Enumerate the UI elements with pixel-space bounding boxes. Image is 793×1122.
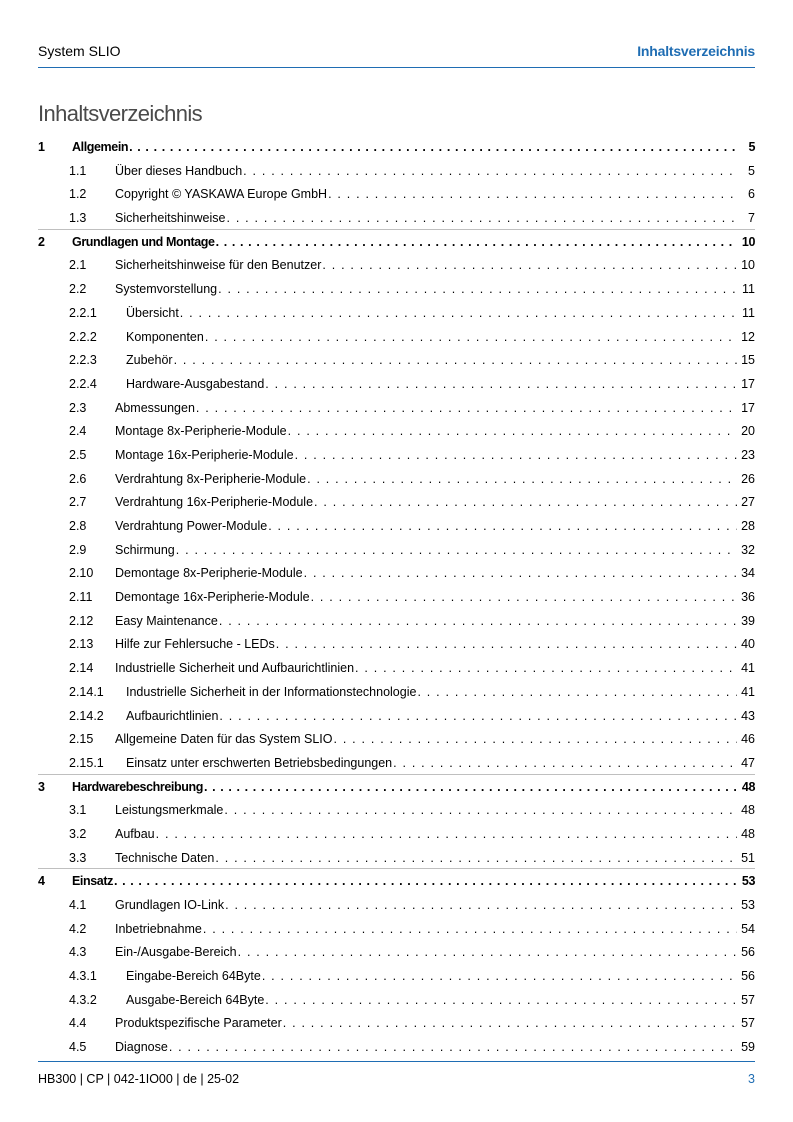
toc-entry-number: 4.3.2 xyxy=(69,992,97,1007)
footer-divider xyxy=(38,1061,755,1062)
toc-dot-leader xyxy=(265,377,737,391)
toc-entry-3-1[interactable] xyxy=(38,797,755,821)
toc-entry-2-2-4[interactable] xyxy=(38,371,755,395)
toc-entry-page: 53 xyxy=(741,874,755,889)
toc-entry-line xyxy=(115,1040,755,1054)
toc-entry-number: 1.3 xyxy=(69,211,87,226)
toc-dot-leader xyxy=(288,424,737,438)
toc-entry-2-6[interactable] xyxy=(38,466,755,490)
toc-dot-leader xyxy=(114,874,737,888)
toc-entry-line xyxy=(126,377,755,391)
toc-entry-line xyxy=(115,164,755,178)
toc-entry-number: 4.5 xyxy=(69,1040,87,1055)
toc-entry-1-2[interactable] xyxy=(38,181,755,205)
toc-entry-page: 48 xyxy=(741,826,755,841)
toc-entry-number: 2.8 xyxy=(69,519,87,533)
toc-entry-number: 2 xyxy=(38,234,45,249)
toc-entry-page: 12 xyxy=(741,329,755,344)
toc-dot-leader xyxy=(276,637,737,651)
toc-entry-page: 57 xyxy=(741,992,755,1007)
toc-entry-page: 56 xyxy=(741,945,755,960)
toc-entry-page: 11 xyxy=(742,282,755,297)
toc-entry-page: 43 xyxy=(741,708,755,723)
toc-dot-leader xyxy=(311,590,737,604)
toc-entry-line xyxy=(126,353,755,367)
toc-entry-title: Verdrahtung 8x-Peripherie-Module xyxy=(115,471,307,486)
toc-entry-2-1[interactable] xyxy=(38,252,755,276)
toc-entry-line xyxy=(72,235,755,249)
toc-entry-line xyxy=(115,543,755,557)
toc-entry-line xyxy=(115,827,755,841)
toc-entry-number: 2.2.1 xyxy=(69,305,97,320)
toc-dot-leader xyxy=(268,519,737,533)
toc-entry-line xyxy=(115,282,755,296)
toc-dot-leader xyxy=(156,827,737,841)
toc-entry-title: Montage 16x-Peripherie-Module xyxy=(115,447,294,462)
toc-entry-title: Systemvorstellung xyxy=(115,282,218,297)
toc-entry-page: 10 xyxy=(741,258,755,273)
toc-entry-line xyxy=(115,590,755,604)
toc-entry-line xyxy=(115,495,755,509)
toc-dot-leader xyxy=(314,495,737,509)
toc-entry-page: 17 xyxy=(741,400,755,415)
toc-entry-page: 20 xyxy=(741,424,755,439)
header-section-name: Inhaltsverzeichnis xyxy=(637,43,755,59)
toc-entry-number: 1.1 xyxy=(69,163,87,178)
toc-entry-page: 6 xyxy=(748,187,755,202)
toc-entry-line xyxy=(115,566,755,580)
toc-entry-2-8[interactable] xyxy=(38,513,755,537)
toc-entry-title: Diagnose xyxy=(115,1040,168,1055)
toc-entry-number: 4.3.1 xyxy=(69,969,97,984)
toc-entry-line xyxy=(115,614,755,628)
toc-entry-2-15[interactable] xyxy=(38,726,755,750)
toc-entry-page: 27 xyxy=(741,495,755,510)
toc-entry-2-10[interactable] xyxy=(38,560,755,584)
toc-entry-line xyxy=(72,780,755,794)
toc-dot-leader xyxy=(174,353,737,367)
toc-entry-page: 23 xyxy=(741,447,755,462)
toc-entry-line xyxy=(115,661,755,675)
toc-dot-leader xyxy=(129,140,737,154)
toc-entry-4-3-2[interactable] xyxy=(38,987,755,1011)
toc-entry-line xyxy=(126,306,755,320)
toc-entry-page: 56 xyxy=(741,969,755,984)
toc-entry-title: Ein-/Ausgabe-Bereich xyxy=(115,945,237,960)
toc-entry-2-2-1[interactable] xyxy=(38,300,755,324)
toc-entry-line xyxy=(115,401,755,415)
toc-entry-4-1[interactable] xyxy=(38,892,755,916)
toc-entry-page: 5 xyxy=(748,140,755,154)
toc-entry-number: 2.15 xyxy=(69,732,94,747)
toc-entry-2-7[interactable] xyxy=(38,489,755,513)
toc-dot-leader xyxy=(180,306,737,320)
toc-entry-line xyxy=(115,732,755,746)
toc-entry-number: 2.2.4 xyxy=(69,376,97,391)
toc-entry-line xyxy=(115,448,755,462)
toc-entry-title: Industrielle Sicherheit in der Informationstechnologie xyxy=(126,684,417,699)
toc-entry-line xyxy=(115,258,755,272)
toc-entry-number: 4.1 xyxy=(69,898,87,912)
toc-entry-line xyxy=(126,709,755,723)
toc-dot-leader xyxy=(393,756,737,770)
toc-entry-title: Produktspezifische Parameter xyxy=(115,1016,282,1031)
toc-entry-title: Einsatz unter erschwerten Betriebsbedingungen xyxy=(126,755,393,770)
toc-dot-leader xyxy=(265,993,737,1007)
toc-dot-leader xyxy=(307,472,737,486)
toc-dot-leader xyxy=(176,543,737,557)
toc-entry-2-14[interactable] xyxy=(38,655,755,679)
toc-entry-line xyxy=(115,187,755,201)
toc-entry-number: 2.13 xyxy=(69,637,94,652)
toc-entry-page: 5 xyxy=(748,163,755,178)
toc-entry-1-1[interactable] xyxy=(38,158,755,182)
toc-entry-page: 47 xyxy=(741,755,755,770)
header-divider xyxy=(38,67,755,68)
toc-entry-page: 28 xyxy=(741,519,755,533)
toc-entry-line xyxy=(115,1016,755,1030)
toc-entry-line xyxy=(126,993,755,1007)
toc-dot-leader xyxy=(216,235,737,249)
toc-entry-page: 11 xyxy=(742,305,755,320)
toc-entry-title: Hardwarebeschreibung xyxy=(72,779,203,794)
toc-entry-number: 2.2 xyxy=(69,282,87,297)
toc-entry-line xyxy=(115,519,755,533)
toc-entry-2-3[interactable] xyxy=(38,395,755,419)
toc-entry-number: 4 xyxy=(38,874,45,889)
toc-entry-number: 4.3 xyxy=(69,945,87,960)
toc-dot-leader xyxy=(219,614,737,628)
toc-entry-number: 2.9 xyxy=(69,542,87,557)
toc-dot-leader xyxy=(169,1040,737,1054)
toc-entry-page: 59 xyxy=(741,1040,755,1055)
toc-entry-title: Allgemein xyxy=(72,140,129,154)
toc-dot-leader xyxy=(304,566,737,580)
toc-dot-leader xyxy=(204,780,737,794)
toc-entry-page: 51 xyxy=(741,850,755,865)
toc-entry-2[interactable] xyxy=(38,229,755,253)
toc-entry-number: 4.4 xyxy=(69,1016,87,1031)
toc-entry-page: 32 xyxy=(741,542,755,557)
toc-entry-number: 2.1 xyxy=(69,258,87,273)
toc-entry-2-15-1[interactable] xyxy=(38,750,755,774)
toc-entry-line xyxy=(115,424,755,438)
toc-entry-2-14-2[interactable] xyxy=(38,703,755,727)
toc-entry-page: 39 xyxy=(741,613,755,628)
toc-dot-leader xyxy=(225,898,737,912)
table-of-contents xyxy=(38,135,755,1058)
toc-entry-page: 17 xyxy=(741,376,755,391)
toc-entry-title: Technische Daten xyxy=(115,850,215,865)
toc-entry-number: 2.14.1 xyxy=(69,684,104,699)
toc-entry-number: 3.2 xyxy=(69,826,87,841)
toc-entry-title: Über dieses Handbuch xyxy=(115,163,243,178)
toc-dot-leader xyxy=(203,922,737,936)
toc-entry-title: Zubehör xyxy=(126,353,173,368)
toc-entry-number: 2.3 xyxy=(69,400,87,415)
toc-entry-4-4[interactable] xyxy=(38,1010,755,1034)
footer-document-id: HB300 | CP | 042-1IO00 | de | 25-02 xyxy=(38,1072,240,1086)
toc-entry-line xyxy=(115,211,755,225)
toc-entry-title: Inbetriebnahme xyxy=(115,921,202,936)
toc-entry-line xyxy=(115,898,755,912)
toc-dot-leader xyxy=(322,258,737,272)
toc-entry-line xyxy=(115,637,755,651)
toc-entry-title: Copyright © YASKAWA Europe GmbH xyxy=(115,187,328,202)
toc-entry-number: 3.3 xyxy=(69,850,87,865)
toc-dot-leader xyxy=(226,211,737,225)
toc-entry-title: Demontage 16x-Peripherie-Module xyxy=(115,590,310,605)
toc-entry-title: Sicherheitshinweise für den Benutzer xyxy=(115,258,322,273)
header-document-name: System SLIO xyxy=(38,43,121,59)
toc-entry-title: Grundlagen IO-Link xyxy=(115,898,225,912)
toc-entry-number: 2.12 xyxy=(69,613,94,628)
toc-dot-leader xyxy=(238,945,737,959)
toc-entry-number: 2.2.2 xyxy=(69,329,97,344)
toc-entry-title: Aufbau xyxy=(115,826,155,841)
toc-entry-2-14-1[interactable] xyxy=(38,679,755,703)
toc-entry-number: 2.4 xyxy=(69,424,87,439)
toc-entry-title: Grundlagen und Montage xyxy=(72,234,215,249)
toc-entry-title: Easy Maintenance xyxy=(115,613,218,628)
footer-page-number: 3 xyxy=(748,1072,755,1086)
toc-dot-leader xyxy=(328,187,737,201)
toc-entry-number: 2.10 xyxy=(69,566,94,581)
toc-entry-page: 34 xyxy=(741,566,755,581)
toc-entry-number: 2.15.1 xyxy=(69,755,104,770)
toc-entry-2-12[interactable] xyxy=(38,608,755,632)
toc-dot-leader xyxy=(295,448,737,462)
toc-entry-title: Abmessungen xyxy=(115,400,195,415)
toc-entry-line xyxy=(126,330,755,344)
toc-entry-page: 53 xyxy=(741,898,755,912)
toc-dot-leader xyxy=(355,661,737,675)
toc-entry-page: 46 xyxy=(741,732,755,747)
toc-dot-leader xyxy=(283,1016,737,1030)
toc-entry-title: Aufbaurichtlinien xyxy=(126,708,219,723)
toc-dot-leader xyxy=(243,164,737,178)
toc-entry-number: 2.2.3 xyxy=(69,353,97,368)
toc-entry-title: Übersicht xyxy=(126,305,179,320)
toc-dot-leader xyxy=(218,282,737,296)
toc-dot-leader xyxy=(196,401,737,415)
toc-entry-2-2[interactable] xyxy=(38,276,755,300)
toc-entry-number: 2.7 xyxy=(69,495,87,510)
toc-entry-title: Leistungsmerkmale xyxy=(115,803,224,818)
toc-entry-line xyxy=(72,140,755,154)
toc-entry-title: Demontage 8x-Peripherie-Module xyxy=(115,566,303,581)
toc-entry-page: 54 xyxy=(741,921,755,936)
toc-entry-2-2-2[interactable] xyxy=(38,324,755,348)
toc-entry-page: 7 xyxy=(748,211,755,226)
toc-entry-4-3[interactable] xyxy=(38,939,755,963)
toc-entry-2-2-3[interactable] xyxy=(38,347,755,371)
toc-entry-page: 48 xyxy=(741,803,755,818)
toc-dot-leader xyxy=(333,732,737,746)
toc-entry-line xyxy=(115,922,755,936)
toc-entry-4-5[interactable] xyxy=(38,1034,755,1058)
toc-entry-number: 3.1 xyxy=(69,803,87,818)
toc-entry-4-2[interactable] xyxy=(38,916,755,940)
toc-entry-line xyxy=(126,685,755,699)
toc-entry-2-9[interactable] xyxy=(38,537,755,561)
toc-entry-line xyxy=(115,803,755,817)
toc-entry-page: 41 xyxy=(741,661,755,676)
toc-entry-1-3[interactable] xyxy=(38,205,755,229)
toc-entry-title: Komponenten xyxy=(126,329,204,344)
toc-entry-1[interactable] xyxy=(38,135,755,158)
toc-entry-number: 4.2 xyxy=(69,921,87,936)
page-title: Inhaltsverzeichnis xyxy=(38,101,203,126)
toc-entry-page: 41 xyxy=(741,684,755,699)
toc-entry-page: 26 xyxy=(741,471,755,486)
toc-entry-3-3[interactable] xyxy=(38,845,755,869)
toc-entry-title: Allgemeine Daten für das System SLIO xyxy=(115,732,333,747)
toc-entry-line xyxy=(115,472,755,486)
toc-dot-leader xyxy=(262,969,737,983)
toc-dot-leader xyxy=(417,685,737,699)
toc-entry-line xyxy=(115,945,755,959)
toc-entry-number: 2.14 xyxy=(69,661,94,676)
toc-entry-3-2[interactable] xyxy=(38,821,755,845)
toc-entry-number: 1 xyxy=(38,140,45,154)
toc-entry-3[interactable] xyxy=(38,774,755,798)
toc-entry-2-11[interactable] xyxy=(38,584,755,608)
toc-entry-2-13[interactable] xyxy=(38,631,755,655)
toc-entry-page: 48 xyxy=(741,779,755,794)
toc-entry-title: Verdrahtung Power-Module xyxy=(115,519,268,533)
toc-entry-title: Ausgabe-Bereich 64Byte xyxy=(126,992,265,1007)
toc-entry-number: 2.6 xyxy=(69,471,87,486)
toc-entry-page: 15 xyxy=(741,353,755,368)
toc-entry-page: 10 xyxy=(741,234,755,249)
toc-entry-4-3-1[interactable] xyxy=(38,963,755,987)
toc-entry-title: Industrielle Sicherheit und Aufbaurichtlinien xyxy=(115,661,355,676)
toc-entry-page: 40 xyxy=(741,637,755,652)
toc-entry-2-4[interactable] xyxy=(38,418,755,442)
toc-entry-title: Einsatz xyxy=(72,874,113,889)
toc-entry-2-5[interactable] xyxy=(38,442,755,466)
toc-entry-line xyxy=(72,874,755,888)
toc-entry-title: Eingabe-Bereich 64Byte xyxy=(126,969,261,984)
toc-entry-number: 2.14.2 xyxy=(69,708,104,723)
toc-entry-number: 2.11 xyxy=(69,590,93,605)
toc-dot-leader xyxy=(205,330,737,344)
toc-entry-number: 1.2 xyxy=(69,187,87,202)
toc-entry-title: Verdrahtung 16x-Peripherie-Module xyxy=(115,495,314,510)
toc-dot-leader xyxy=(215,851,737,865)
toc-entry-title: Schirmung xyxy=(115,542,175,557)
toc-dot-leader xyxy=(219,709,737,723)
toc-dot-leader xyxy=(224,803,737,817)
toc-entry-4[interactable] xyxy=(38,868,755,892)
toc-entry-title: Hardware-Ausgabestand xyxy=(126,376,265,391)
toc-entry-number: 2.5 xyxy=(69,447,87,462)
toc-entry-title: Sicherheitshinweise xyxy=(115,211,226,226)
toc-entry-line xyxy=(115,851,755,865)
toc-entry-title: Montage 8x-Peripherie-Module xyxy=(115,424,287,439)
toc-entry-title: Hilfe zur Fehlersuche - LEDs xyxy=(115,637,275,652)
toc-entry-line xyxy=(126,756,755,770)
toc-entry-number: 3 xyxy=(38,779,45,794)
toc-entry-page: 36 xyxy=(741,590,755,605)
toc-entry-page: 57 xyxy=(741,1016,755,1031)
toc-entry-line xyxy=(126,969,755,983)
